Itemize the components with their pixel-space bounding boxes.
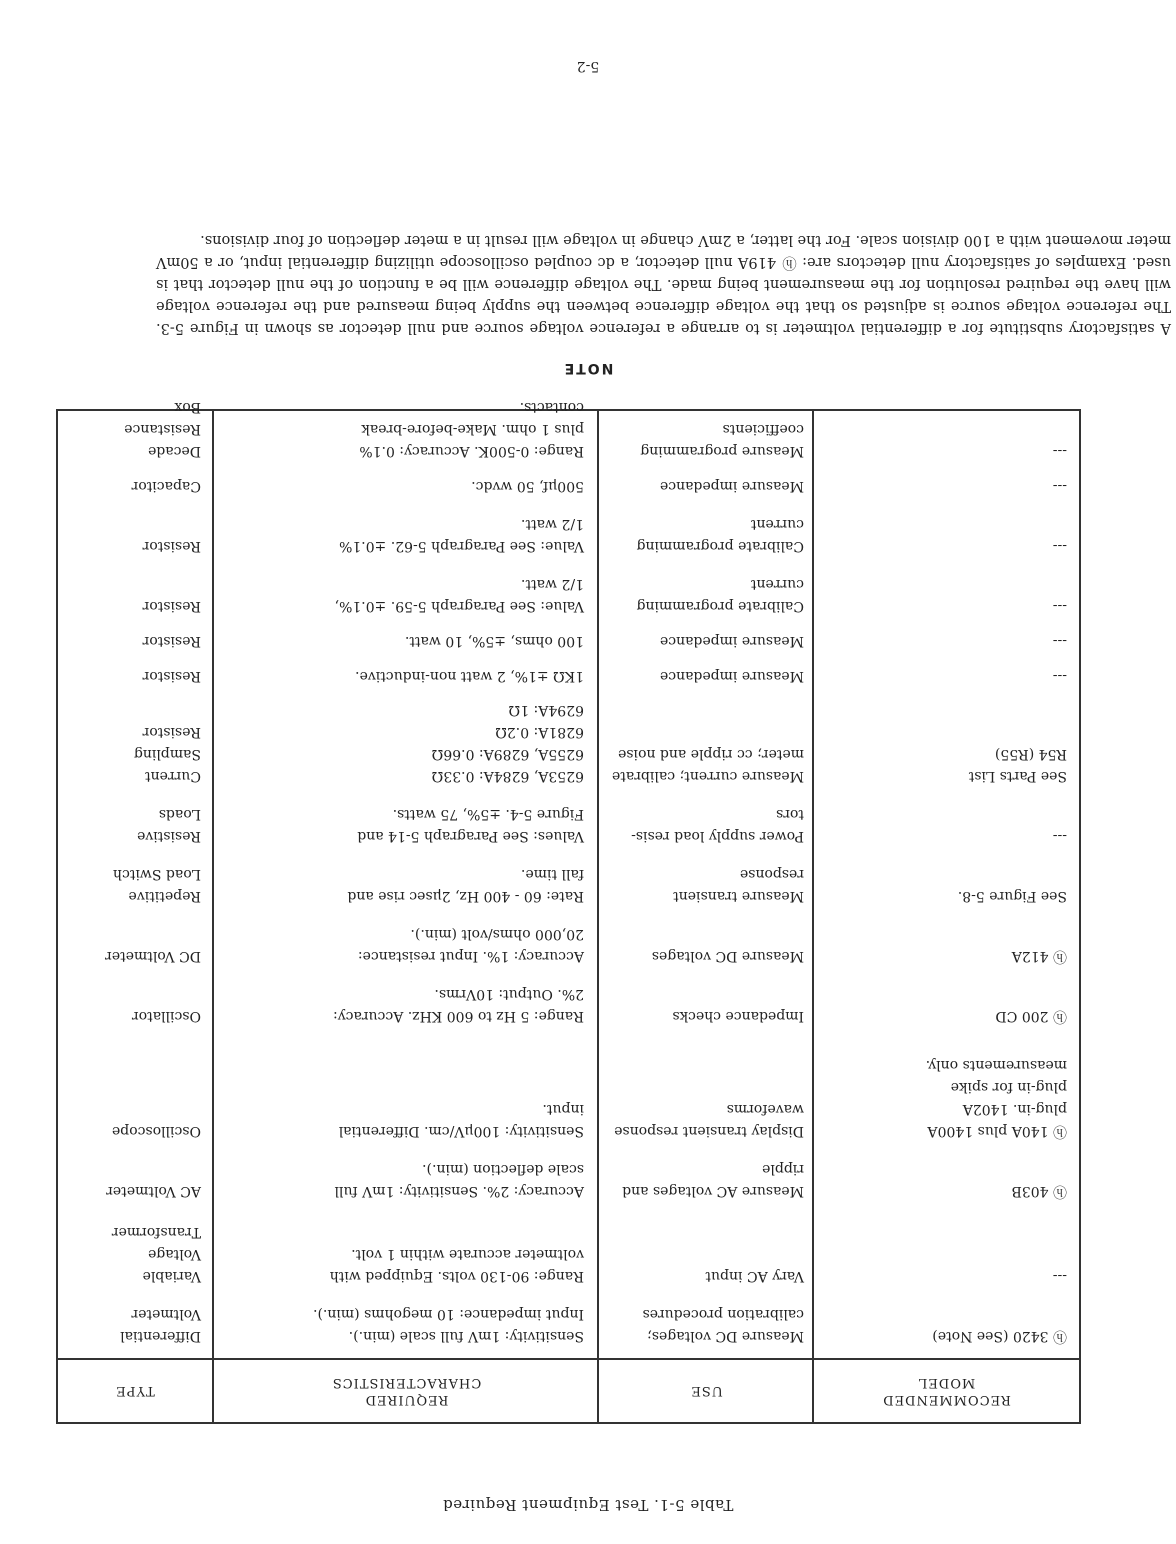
characteristics-cell: 100 ohms, ±5%, 10 watt. [404, 633, 584, 649]
characteristics-cell: Accuracy: 2%. Sensitivity: 1mV full scale deflection (min.). [334, 1161, 584, 1199]
model-cell: --- [1052, 478, 1067, 494]
test-equipment-table [56, 399, 1081, 1424]
model-cell: ⓗ 200 CD [995, 1008, 1067, 1024]
type-cell: AC Voltmeter [106, 1183, 201, 1199]
model-cell: ⓗ 3420 (See Note) [932, 1328, 1067, 1344]
type-cell: Repetitive Load Switch [112, 866, 201, 904]
model-cell: --- [1052, 598, 1067, 614]
use-cell: Vary AC input [705, 1268, 804, 1284]
model-cell: ⓗ 140A plus 1400A plug-in. 1402A plug-in for spike measurements only. [925, 1057, 1067, 1139]
use-cell: Measure impedance [659, 633, 804, 649]
use-cell: Measure DC voltages [651, 948, 804, 964]
use-cell: Impedance checks [672, 1008, 804, 1024]
type-cell: Resistor [142, 633, 201, 649]
use-cell: Measure current; calibrate meter; cc ripple and noise [612, 746, 804, 784]
use-cell: Measure impedance [659, 668, 804, 684]
type-cell: Differential Voltmeter [120, 1306, 201, 1344]
model-cell: --- [1052, 828, 1067, 844]
model-cell: ⓗ 403B [1011, 1183, 1067, 1199]
type-cell: Resistor [142, 668, 201, 684]
page-number: 5-2 [576, 58, 600, 74]
characteristics-cell: Range: 90-130 volts. Equipped with voltmeter accurate within 1 volt. [329, 1246, 584, 1284]
characteristics-cell: Values: See Paragraph 5-14 and Figure 5-4. ±5%, 75 watts. [357, 806, 584, 844]
model-cell: ⓗ 412A [1011, 948, 1067, 964]
header-recommended-model-label: RECOMMENDED MODEL [882, 1375, 1011, 1407]
header-required-characteristics [214, 1360, 599, 1422]
characteristics-cell: Value: See Paragraph 5-59. ±0.1%, 1/2 watt. [334, 576, 584, 614]
characteristics-cell: 500μf, 50 wvdc. [471, 478, 584, 494]
use-cell: Display transient response waveforms [614, 1101, 804, 1139]
model-cell: --- [1052, 443, 1067, 459]
type-cell: DC Voltmeter [105, 948, 201, 964]
use-cell: Measure impedance [659, 478, 804, 494]
type-cell: Decade Resistance Box [124, 399, 201, 459]
note-title: NOTE [562, 360, 614, 376]
characteristics-cell: Rate: 60 - 400 Hz, 2μsec rise and fall time. [347, 866, 584, 904]
model-cell: --- [1052, 538, 1067, 554]
column-divider [812, 411, 814, 1422]
model-cell: See Parts List R54 (R55) [968, 746, 1067, 784]
use-cell: Calibrate programming current [636, 576, 804, 614]
header-required-characteristics-label: REQUIRED CHARACTERISTICS [331, 1375, 482, 1407]
characteristics-cell: Accuracy: 1%. Input resistance: 20,000 ohms/volt (min.). [357, 926, 584, 964]
characteristics-cell: Range: 0-500K. Accuracy: 0.1% plus 1 ohm. Make-before-break contacts. [359, 399, 584, 459]
type-cell: Current Sampling Resistor [133, 724, 201, 784]
use-cell: Power supply load resis- tors [631, 806, 804, 844]
model-cell: --- [1052, 668, 1067, 684]
table-title: Table 5-1. Test Equipment Required [442, 1496, 734, 1514]
header-recommended-model [814, 1360, 1079, 1422]
type-cell: Variable Voltage Transformer [111, 1224, 201, 1284]
header-type-label: TYPE [115, 1383, 155, 1399]
use-cell: Measure DC voltages; calibration procedures [642, 1306, 804, 1344]
characteristics-cell: Value: See Paragraph 5-62. ±0.1% 1/2 watt. [339, 516, 584, 554]
column-divider [212, 411, 214, 1422]
characteristics-cell: 6253A, 6284A: 0.33Ω 6255A, 6289A: 0.66Ω 6281A: 0.2Ω 6294A: 1Ω [431, 702, 584, 784]
header-use-label: USE [690, 1383, 723, 1399]
type-cell: Oscillator [131, 1008, 201, 1024]
type-cell: Oscilloscope [111, 1123, 201, 1139]
type-cell: Capacitor [131, 478, 201, 494]
use-cell: Measure AC voltages and ripple [622, 1161, 804, 1199]
note-body: A satisfactory substitute for a differential voltmeter is to arrange a reference voltage source and null detector as shown in Figure 5-3. The reference voltage source is adjusted so that the voltage difference between the supply being measured and the reference voltage will have the required resolution for the measurement being made. The voltage difference will be a function of the null detector that is used. Examples of satisfactory null detectors are: ⓗ 419A null detector, a dc coupled oscilloscope utilizing differential input, or a 50mV meter movement with a 100 division scale. For the latter, a 2mV change in voltage will result in a meter deflection of four divisions. [156, 232, 1171, 336]
type-cell: Resistor [142, 598, 201, 614]
header-type [56, 1360, 214, 1422]
characteristics-cell: Sensitivity: 1mV full scale (min.). Input impedance: 10 megohms (min.). [313, 1306, 584, 1344]
type-cell: Resistive Loads [137, 806, 201, 844]
header-use [599, 1360, 814, 1422]
characteristics-cell: Sensitivity: 100μV/cm. Differential input. [338, 1101, 584, 1139]
use-cell: Measure programming coefficients [640, 421, 804, 459]
use-cell: Calibrate programming current [636, 516, 804, 554]
model-cell: See Figure 5-8. [957, 888, 1067, 904]
type-cell: Resistor [142, 538, 201, 554]
use-cell: Measure transient response [673, 866, 804, 904]
model-cell: --- [1052, 633, 1067, 649]
characteristics-cell: Range: 5 Hz to 600 KHz. Accuracy: 2%. Output: 10Vrms. [333, 986, 584, 1024]
model-cell: --- [1052, 1268, 1067, 1284]
characteristics-cell: 1KΩ ±1%, 2 watt non-inductive. [355, 668, 584, 684]
